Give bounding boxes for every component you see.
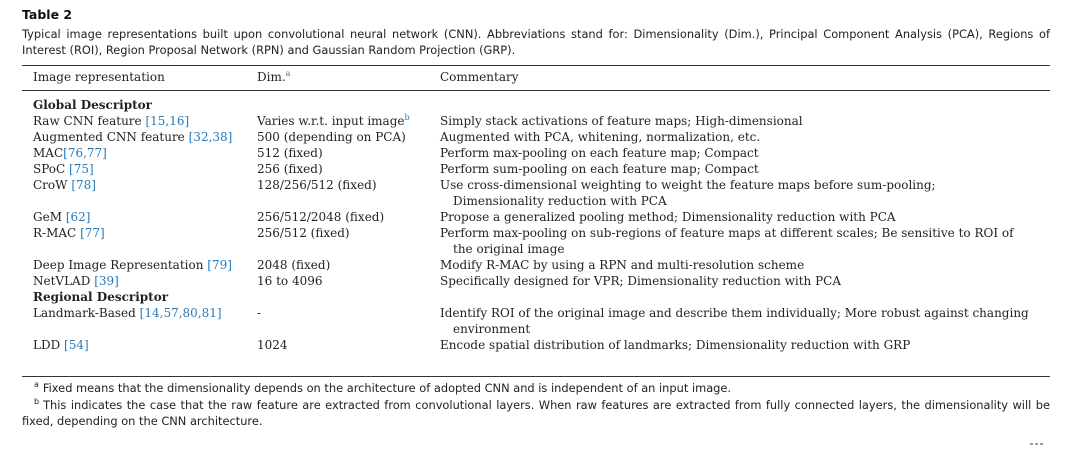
table-row [0, 225, 1071, 257]
footnote-a-text: Fixed means that the dimensionality depends on the architecture of adopted CNN and is independent of an input image. [42, 381, 732, 395]
dimensionality-value: Varies w.r.t. input image [257, 114, 405, 128]
citation-link[interactable]: [62] [65, 210, 91, 224]
table-caption: Typical image representations built upon convolutional neural network (CNN). Abbreviations stand for: Dimensionality (Dim.), Principal Component Analysis (PCA), Regions of Interest (ROI), Region Proposal Network (RPN) and Gaussian Random Projection (GRP). [22, 27, 1050, 57]
representation-name: GeM [33, 210, 62, 224]
dimensionality-cell [257, 177, 377, 193]
representation-cell [33, 129, 232, 145]
footnote-b-mark: b [34, 397, 40, 407]
table-row [0, 129, 1071, 145]
table-row [0, 337, 1071, 353]
header-dim-footnote-mark[interactable]: a [285, 69, 291, 78]
citation-link[interactable]: [75] [69, 162, 94, 176]
dimensionality-footnote-mark[interactable]: b [404, 113, 410, 122]
representation-cell [33, 257, 232, 273]
dimensionality-cell [257, 145, 323, 161]
representation-cell [33, 225, 105, 241]
dimensionality-value: 16 to 4096 [257, 274, 323, 288]
dimensionality-cell [257, 209, 384, 225]
table-row [0, 113, 1071, 129]
commentary-line: environment [453, 322, 531, 336]
commentary-cell [440, 129, 1050, 145]
dimensionality-cell [257, 305, 261, 321]
commentary-line: Modify R-MAC by using a RPN and multi-resolution scheme [440, 258, 805, 272]
representation-name: R-MAC [33, 226, 77, 240]
representation-cell [33, 161, 94, 177]
group-heading [0, 289, 1071, 305]
table-label: Table 2 [22, 7, 73, 22]
commentary-cell [440, 161, 1050, 177]
group-title: Global Descriptor [33, 98, 152, 112]
representation-name: SPoC [33, 162, 66, 176]
representation-cell [33, 337, 89, 353]
citation-link[interactable]: [32,38] [188, 130, 233, 144]
commentary-cell [440, 177, 1050, 209]
commentary-line: Simply stack activations of feature maps; High-dimensional [440, 114, 803, 128]
commentary-cell [440, 209, 1050, 225]
dimensionality-value: - [257, 306, 262, 320]
citation-link[interactable]: [15,16] [145, 114, 190, 128]
representation-name: Augmented CNN feature [33, 130, 185, 144]
dimensionality-value: 256/512/2048 (fixed) [257, 210, 385, 224]
citation-link[interactable]: [54] [64, 338, 89, 352]
header-dim [257, 70, 290, 84]
citation-link[interactable]: [77] [80, 226, 105, 240]
commentary-line: Perform max-pooling on each feature map; Compact [440, 146, 759, 160]
representation-cell [33, 273, 119, 289]
commentary-cell [440, 305, 1050, 337]
representation-name: Deep Image Representation [33, 258, 204, 272]
bottom-rule [22, 376, 1050, 377]
dimensionality-value: 1024 [257, 338, 288, 352]
citation-link[interactable]: [14,57,80,81] [139, 306, 222, 320]
commentary-line: Encode spatial distribution of landmarks; Dimensionality reduction with GRP [440, 338, 911, 352]
citation-link[interactable]: [39] [94, 274, 119, 288]
commentary-line: Perform max-pooling on sub-regions of feature maps at different scales; Be sensitive to ROI of [440, 226, 1014, 240]
representation-cell [33, 305, 222, 321]
group-heading [0, 97, 1071, 113]
dimensionality-cell [257, 257, 330, 273]
footnote-a-mark: a [34, 380, 39, 390]
commentary-line: Identify ROI of the original image and describe them individually; More robust against changing [440, 306, 1029, 320]
header-dim-label: Dim. [257, 70, 286, 84]
table-row [0, 305, 1071, 337]
commentary-cell [440, 257, 1050, 273]
group-title: Regional Descriptor [33, 290, 169, 304]
dimensionality-cell [257, 225, 350, 241]
commentary-line: the original image [453, 242, 565, 256]
commentary-line: Propose a generalized pooling method; Dimensionality reduction with PCA [440, 210, 896, 224]
table-row [0, 257, 1071, 273]
dimensionality-value: 128/256/512 (fixed) [257, 178, 377, 192]
dimensionality-value: 500 (depending on PCA) [257, 130, 406, 144]
dimensionality-cell [257, 337, 288, 353]
dimensionality-value: 256 (fixed) [257, 162, 323, 176]
commentary-cell [440, 273, 1050, 289]
representation-cell [33, 177, 96, 193]
header-image-representation: Image representation [33, 70, 165, 84]
table-row [0, 145, 1071, 161]
commentary-cell [440, 337, 1050, 353]
table-row [0, 161, 1071, 177]
representation-name: LDD [33, 338, 61, 352]
commentary-line: Use cross-dimensional weighting to weight the feature maps before sum-pooling; [440, 178, 936, 192]
table-row [0, 209, 1071, 225]
representation-cell [33, 209, 90, 225]
commentary-line: Perform sum-pooling on each feature map; Compact [440, 162, 759, 176]
dimensionality-value: 512 (fixed) [257, 146, 323, 160]
commentary-cell [440, 113, 1050, 129]
representation-name: MAC [33, 146, 64, 160]
dimensionality-value: 2048 (fixed) [257, 258, 331, 272]
dimensionality-cell [257, 273, 322, 289]
dimensionality-cell [257, 129, 406, 145]
citation-link[interactable]: [79] [207, 258, 232, 272]
representation-cell [33, 113, 189, 129]
dimensionality-value: 256/512 (fixed) [257, 226, 350, 240]
footnote-b-text: This indicates the case that the raw feature are extracted from convolutional layers. When raw features are extracted from fully connected layers, the dimensionality will be fixed, depending on the CNN architecture. [22, 398, 1050, 428]
dimensionality-cell [257, 161, 323, 177]
citation-link[interactable]: [76,77] [63, 146, 107, 160]
representation-name: NetVLAD [33, 274, 91, 288]
dimensionality-cell [257, 113, 410, 129]
commentary-cell [440, 145, 1050, 161]
commentary-line: Augmented with PCA, whitening, normalization, etc. [440, 130, 761, 144]
footnote-a [22, 380, 1050, 396]
top-rule [22, 65, 1050, 66]
commentary-line: Dimensionality reduction with PCA [453, 194, 667, 208]
representation-name: Raw CNN feature [33, 114, 142, 128]
commentary-cell [440, 225, 1050, 257]
table-row [0, 273, 1071, 289]
scan-artifact [1030, 430, 1046, 434]
header-rule [22, 90, 1050, 91]
table-row [0, 177, 1071, 209]
representation-name: CroW [33, 178, 68, 192]
representation-name: Landmark-Based [33, 306, 136, 320]
representation-cell [33, 145, 107, 161]
commentary-line: Specifically designed for VPR; Dimensionality reduction with PCA [440, 274, 842, 288]
citation-link[interactable]: [78] [71, 178, 96, 192]
footnote-b [22, 397, 1050, 429]
header-commentary: Commentary [440, 70, 519, 84]
